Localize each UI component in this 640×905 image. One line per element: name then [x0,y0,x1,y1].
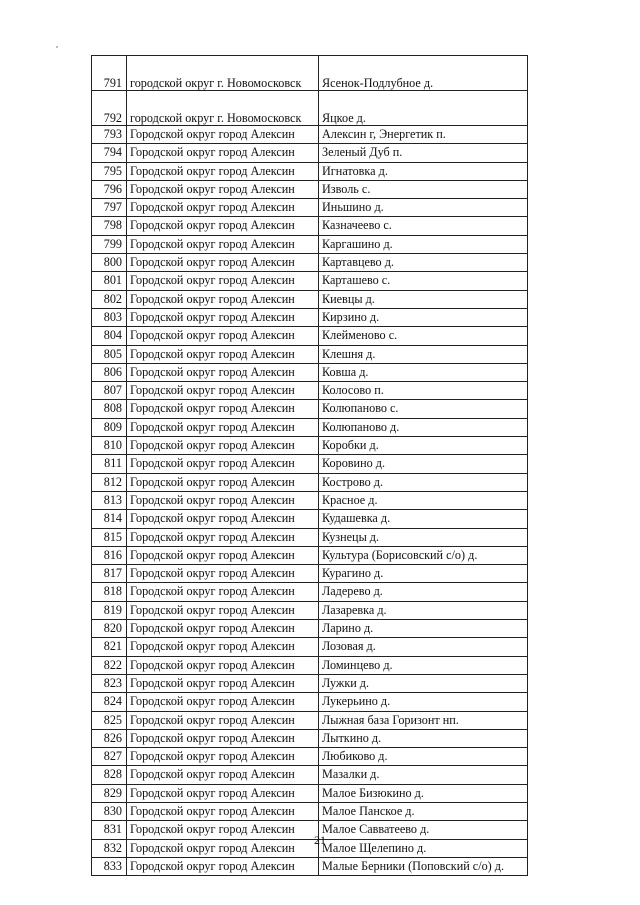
municipality-cell: Городской округ город Алексин [127,601,319,619]
table-row [92,528,528,546]
municipality-cell: Городской округ город Алексин [127,729,319,747]
locality-cell: Изволь с. [319,180,528,198]
municipality-cell: Городской округ город Алексин [127,363,319,381]
row-number: 803 [92,308,127,326]
row-number: 806 [92,363,127,381]
municipality-cell: Городской округ город Алексин [127,308,319,326]
row-number: 807 [92,382,127,400]
locality-cell: Каргашино д. [319,235,528,253]
locality-cell: Иньшино д. [319,199,528,217]
locality-cell: Любиково д. [319,748,528,766]
locality-cell: Кузнецы д. [319,528,528,546]
municipality-cell: Городской округ город Алексин [127,620,319,638]
table-row [92,308,528,326]
table-row [92,748,528,766]
locality-cell: Ясенок-Подлубное д. [319,56,528,91]
municipality-cell: Городской округ город Алексин [127,437,319,455]
municipality-cell: Городской округ город Алексин [127,473,319,491]
row-number: 825 [92,711,127,729]
municipality-cell: Городской округ город Алексин [127,839,319,857]
row-number: 830 [92,802,127,820]
municipality-cell: Городской округ город Алексин [127,766,319,784]
municipality-cell: Городской округ город Алексин [127,144,319,162]
municipality-cell: городской округ г. Новомосковск [127,91,319,126]
municipality-cell: Городской округ город Алексин [127,510,319,528]
municipality-cell: Городской округ город Алексин [127,382,319,400]
row-number: 808 [92,400,127,418]
row-number: 828 [92,766,127,784]
table-row [92,217,528,235]
locality-cell: Курагино д. [319,565,528,583]
locality-cell: Ломинцево д. [319,656,528,674]
locality-cell: Картавцево д. [319,254,528,272]
settlements-table [91,55,528,876]
table-row [92,638,528,656]
municipality-cell: Городской округ город Алексин [127,674,319,692]
table-row [92,382,528,400]
municipality-cell: Городской округ город Алексин [127,217,319,235]
locality-cell: Малое Щелепино д. [319,839,528,857]
locality-cell: Лужки д. [319,674,528,692]
locality-cell: Коровино д. [319,455,528,473]
municipality-cell: Городской округ город Алексин [127,455,319,473]
row-number: 818 [92,583,127,601]
locality-cell: Карташево с. [319,272,528,290]
table-row [92,693,528,711]
municipality-cell: Городской округ город Алексин [127,327,319,345]
row-number: 802 [92,290,127,308]
municipality-cell: Городской округ город Алексин [127,802,319,820]
row-number: 804 [92,327,127,345]
row-number: 813 [92,491,127,509]
locality-cell: Ладерево д. [319,583,528,601]
municipality-cell: Городской округ город Алексин [127,254,319,272]
locality-cell: Игнатовка д. [319,162,528,180]
table-row [92,766,528,784]
row-number: 793 [92,126,127,144]
municipality-cell: Городской округ город Алексин [127,583,319,601]
row-number: 816 [92,546,127,564]
row-number: 797 [92,199,127,217]
table-row [92,491,528,509]
municipality-cell: Городской округ город Алексин [127,491,319,509]
table-row [92,180,528,198]
municipality-cell: Городской округ город Алексин [127,290,319,308]
row-number: 800 [92,254,127,272]
municipality-cell: Городской округ город Алексин [127,528,319,546]
municipality-cell: Городской округ город Алексин [127,857,319,875]
municipality-cell: Городской округ город Алексин [127,784,319,802]
municipality-cell: Городской округ город Алексин [127,418,319,436]
table-row [92,620,528,638]
table-row [92,565,528,583]
table-row [92,272,528,290]
locality-cell: Клешня д. [319,345,528,363]
locality-cell: Колюпаново с. [319,400,528,418]
locality-cell: Казначеево с. [319,217,528,235]
row-number: 791 [92,56,127,91]
row-number: 824 [92,693,127,711]
table-row [92,56,528,91]
municipality-cell: Городской округ город Алексин [127,162,319,180]
table-row [92,656,528,674]
row-number: 810 [92,437,127,455]
locality-cell: Кудашевка д. [319,510,528,528]
row-number: 794 [92,144,127,162]
municipality-cell: Городской округ город Алексин [127,345,319,363]
locality-cell: Ларино д. [319,620,528,638]
row-number: 801 [92,272,127,290]
municipality-cell: Городской округ город Алексин [127,546,319,564]
locality-cell: Колюпаново д. [319,418,528,436]
row-number: 798 [92,217,127,235]
locality-cell: Зеленый Дуб п. [319,144,528,162]
row-number: 796 [92,180,127,198]
locality-cell: Малое Бизюкино д. [319,784,528,802]
row-number: 809 [92,418,127,436]
municipality-cell: Городской округ город Алексин [127,821,319,839]
municipality-cell: Городской округ город Алексин [127,180,319,198]
row-number: 831 [92,821,127,839]
table-row [92,126,528,144]
scan-speck [56,46,58,48]
row-number: 822 [92,656,127,674]
table-row [92,857,528,875]
municipality-cell: Городской округ город Алексин [127,126,319,144]
locality-cell: Лыжная база Горизонт нп. [319,711,528,729]
table-row [92,345,528,363]
municipality-cell: Городской округ город Алексин [127,199,319,217]
table-row [92,455,528,473]
locality-cell: Киевцы д. [319,290,528,308]
row-number: 815 [92,528,127,546]
municipality-cell: городской округ г. Новомосковск [127,56,319,91]
row-number: 819 [92,601,127,619]
table-row [92,674,528,692]
locality-cell: Лыткино д. [319,729,528,747]
locality-cell: Лозовая д. [319,638,528,656]
municipality-cell: Городской округ город Алексин [127,656,319,674]
locality-cell: Малые Берники (Поповский с/о) д. [319,857,528,875]
table-row [92,254,528,272]
locality-cell: Лазаревка д. [319,601,528,619]
table-row [92,546,528,564]
row-number: 823 [92,674,127,692]
row-number: 820 [92,620,127,638]
row-number: 805 [92,345,127,363]
row-number: 799 [92,235,127,253]
municipality-cell: Городской округ город Алексин [127,565,319,583]
table-row [92,144,528,162]
table-row [92,290,528,308]
table-row [92,400,528,418]
table-row [92,510,528,528]
table-row [92,235,528,253]
locality-cell: Кирзино д. [319,308,528,326]
table-row [92,729,528,747]
locality-cell: Яцкое д. [319,91,528,126]
locality-cell: Кострово д. [319,473,528,491]
row-number: 826 [92,729,127,747]
municipality-cell: Городской округ город Алексин [127,748,319,766]
settlements-table-body [92,56,528,876]
municipality-cell: Городской округ город Алексин [127,693,319,711]
locality-cell: Клейменово с. [319,327,528,345]
row-number: 829 [92,784,127,802]
table-row [92,784,528,802]
table-row [92,327,528,345]
table-row [92,473,528,491]
municipality-cell: Городской округ город Алексин [127,400,319,418]
locality-cell: Малое Панское д. [319,802,528,820]
table-row [92,91,528,126]
row-number: 827 [92,748,127,766]
page-number: 21 [314,833,326,847]
table-row [92,583,528,601]
row-number: 795 [92,162,127,180]
locality-cell: Мазалки д. [319,766,528,784]
row-number: 817 [92,565,127,583]
municipality-cell: Городской округ город Алексин [127,638,319,656]
table-row [92,802,528,820]
locality-cell: Малое Савватеево д. [319,821,528,839]
row-number: 832 [92,839,127,857]
locality-cell: Алексин г, Энергетик п. [319,126,528,144]
municipality-cell: Городской округ город Алексин [127,272,319,290]
table-row [92,199,528,217]
table-row [92,711,528,729]
table-row [92,437,528,455]
table-row [92,363,528,381]
row-number: 811 [92,455,127,473]
row-number: 792 [92,91,127,126]
row-number: 812 [92,473,127,491]
table-row [92,418,528,436]
locality-cell: Культура (Борисовский с/о) д. [319,546,528,564]
locality-cell: Колосово п. [319,382,528,400]
locality-cell: Лукерьино д. [319,693,528,711]
municipality-cell: Городской округ город Алексин [127,711,319,729]
table-row [92,601,528,619]
table-row [92,162,528,180]
municipality-cell: Городской округ город Алексин [127,235,319,253]
row-number: 833 [92,857,127,875]
locality-cell: Ковша д. [319,363,528,381]
locality-cell: Коробки д. [319,437,528,455]
row-number: 814 [92,510,127,528]
row-number: 821 [92,638,127,656]
locality-cell: Красное д. [319,491,528,509]
